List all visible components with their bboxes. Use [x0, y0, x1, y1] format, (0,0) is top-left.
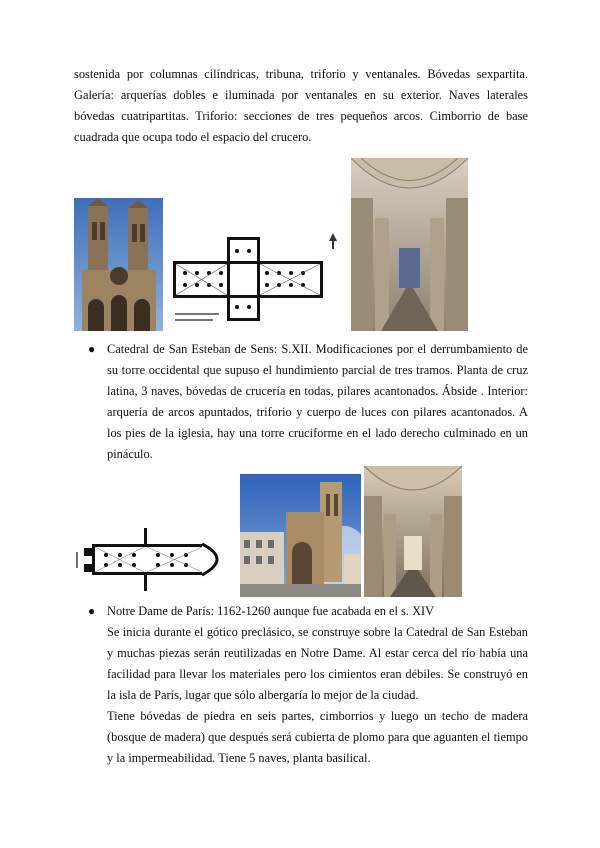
bullet-sens: ● — [88, 342, 96, 356]
laon-floor-plan — [167, 227, 348, 331]
sens-floor-plan — [74, 522, 236, 597]
laon-interior-photo — [351, 158, 468, 331]
notre-dame-paragraph-2: Tiene bóvedas de piedra en seis partes, cimborrios y luego un techo de madera (bosque de madera) que después será cubierta de plomo para que aguanten el tiempo y la impermeabilidad. Tiene 5 naves, planta basilical. — [107, 709, 528, 765]
paragraph-laon: sostenida por columnas cilíndricas, tribuna, triforio y ventanales. Bóvedas sexpartita. Galería: arquerías dobles e iluminada por ventanales en su exterior. Naves laterales bóvedas cuatripartitas. Triforio: secciones de tres pequeños arcos. Cimborrio de base cuadrada que ocupa todo el espacio del crucero. — [74, 67, 528, 144]
notre-dame-paragraph-1: Se inicia durante el gótico preclásico, se construye sobre la Catedral de San Esteban y muchas piezas serán reutilizadas en Notre Dame. Al estar cerca del río había una facilidad para llevar los materiales pero los cimientos eran débiles. Se construyó en la isla de París, lugar que sólo albergaría lo mejor de la ciudad. — [107, 625, 528, 702]
sens-exterior-photo — [240, 474, 361, 597]
paragraph-sens: Catedral de San Esteban de Sens: S.XII. Modificaciones por el derrumbamiento de su torre occidental que supuso el hundimiento parcial de tres tramos. Planta de cruz latina, 3 naves, bóvedas de crucería en todas, pilares acantonados. Ábside . Interior: arquería de arcos apuntados, triforio y cuerpo de luces con pilares acantonados. A los pies de la iglesia, hay una torre cruciforme en el lado derecho culminado en un pináculo. — [107, 342, 528, 461]
notre-dame-heading: Notre Dame de París: 1162-1260 aunque fue acabada en el s. XIV — [107, 604, 435, 618]
laon-facade-photo — [74, 198, 163, 331]
bullet-notre-dame: ● — [88, 604, 96, 618]
sens-interior-photo — [364, 466, 462, 597]
section-notre-dame — [107, 601, 528, 769]
